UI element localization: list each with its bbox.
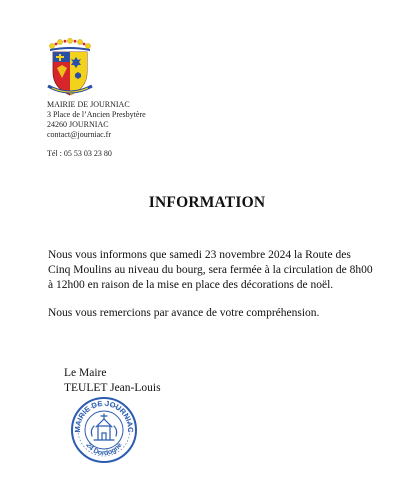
mairie-stamp-icon <box>70 396 138 464</box>
svg-text:24 Dordogne: 24 Dordogne <box>84 441 124 458</box>
address-line-1: 3 Place de l’Ancien Presbytère <box>47 110 146 119</box>
document-title: INFORMATION <box>148 194 266 211</box>
signatory-name: TEULET Jean-Louis <box>64 381 161 394</box>
address-line-2: 24260 JOURNIAC <box>47 120 109 129</box>
sender-address-block <box>47 100 247 159</box>
email-address: contact@journiac.fr <box>47 130 112 139</box>
letter-body <box>48 248 374 321</box>
coat-of-arms-icon <box>43 38 97 98</box>
org-name: MAIRIE DE JOURNIAC <box>47 100 130 109</box>
signatory-role: Le Maire <box>64 367 107 379</box>
body-paragraph-2: Nous vous remercions par avance de votre compréhension. <box>48 307 320 320</box>
phone-number: Tél : 05 53 03 23 80 <box>47 149 112 158</box>
signature-block <box>64 366 161 395</box>
svg-text:MAIRIE DE JOURNIAC: MAIRIE DE JOURNIAC <box>72 398 136 433</box>
body-paragraph-1: Nous vous informons que samedi 23 novembre 2024 la Route des Cinq Moulins au niveau du bourg, sera fermée à la circulation de 8h00 à 12h00 en raison de la mise en place des décorations de noël. <box>48 249 373 291</box>
